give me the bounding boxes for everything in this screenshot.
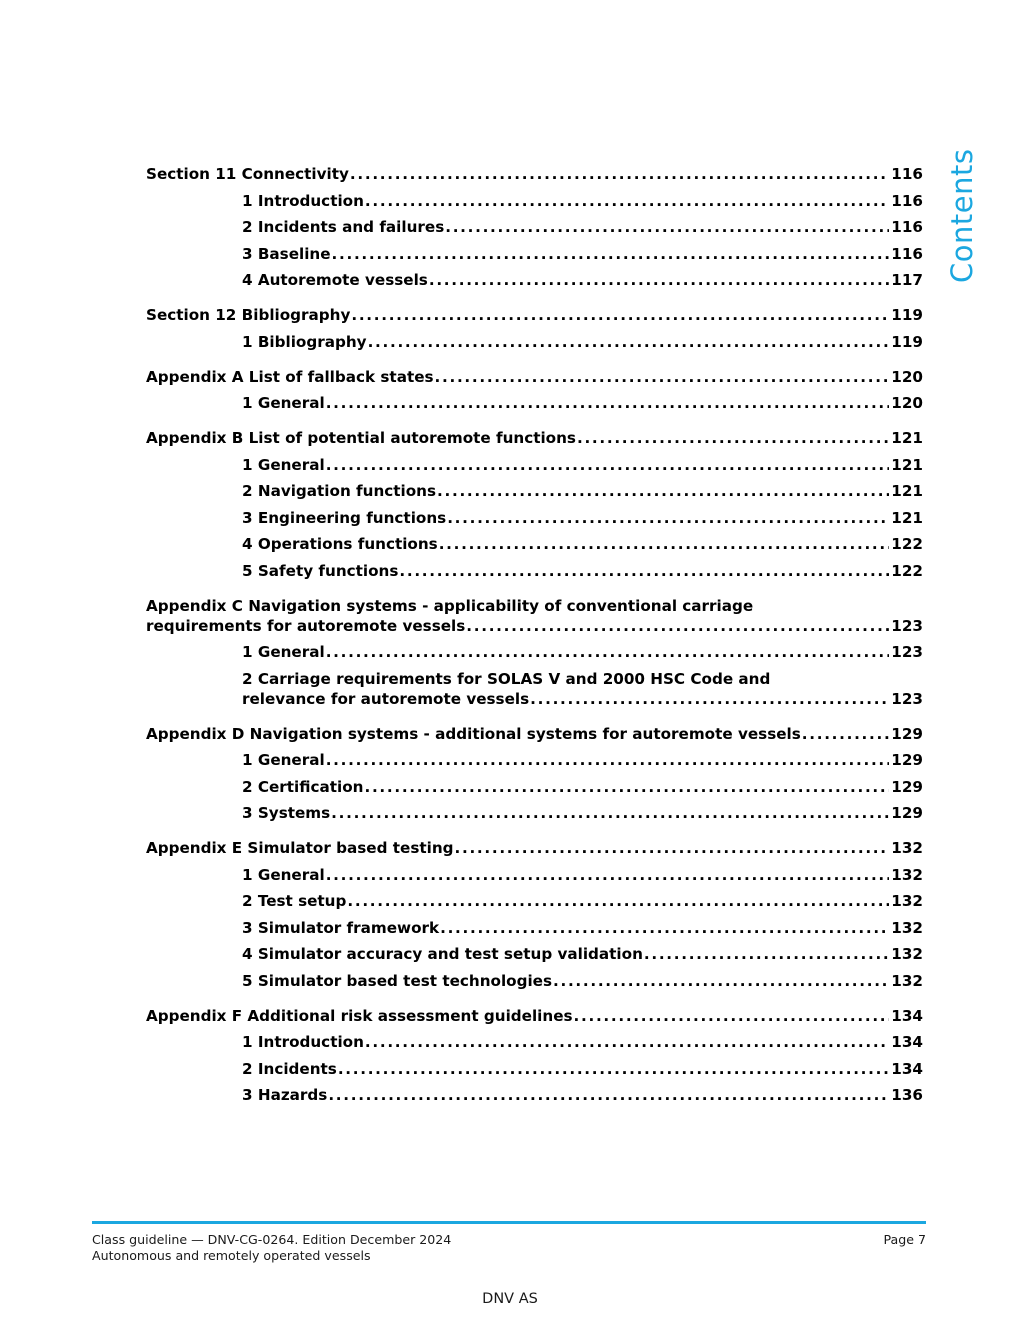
dot-leader: [574, 1006, 890, 1026]
toc-entry-sub[interactable]: [146, 865, 923, 885]
toc-entry-row: [242, 642, 923, 662]
toc-entry-sub[interactable]: [146, 669, 923, 709]
toc-entry-title: 5 Safety functions: [242, 561, 399, 580]
toc-entry-page: 132: [891, 971, 923, 990]
toc-entry-heading[interactable]: [146, 724, 923, 744]
dot-leader: [802, 724, 890, 744]
toc-entry-title: 3 Engineering functions: [242, 508, 447, 527]
toc-entry-row: [146, 305, 923, 325]
toc-entry-page: 129: [891, 777, 923, 796]
toc-entry-page: 132: [891, 839, 923, 857]
toc-entry-heading[interactable]: [146, 164, 923, 184]
toc-entry-row: [242, 689, 923, 709]
toc-entry-page: 129: [891, 724, 923, 743]
toc-entry-page: 116: [891, 218, 923, 236]
toc-entry-sub[interactable]: [146, 561, 923, 581]
toc-group: [146, 838, 923, 991]
dot-leader: [530, 689, 889, 709]
toc-group: [146, 305, 923, 352]
toc-entry-row: [242, 534, 923, 554]
toc-entry-page: 122: [891, 535, 923, 553]
toc-entry-row: [242, 918, 923, 938]
toc-entry-page: 121: [891, 482, 923, 500]
toc-entry-page: 120: [891, 367, 923, 386]
toc-entry-heading[interactable]: [146, 428, 923, 448]
toc-entry-row: [146, 1006, 923, 1026]
toc-entry-row: [242, 750, 923, 770]
toc-entry-sub[interactable]: [146, 455, 923, 475]
toc-entry-title: 2 Incidents: [242, 1059, 337, 1078]
dot-leader: [347, 891, 889, 911]
dot-leader: [435, 367, 890, 387]
toc-entry-title-line: Appendix C Navigation systems - applicability of conventional carriage: [146, 596, 754, 615]
toc-entry-heading[interactable]: [146, 596, 923, 636]
dot-leader: [439, 534, 890, 554]
dot-leader: [331, 803, 889, 823]
toc-entry-title: 1 Introduction: [242, 191, 364, 210]
toc-entry-heading[interactable]: [146, 305, 923, 325]
toc-entry-title: Section 12 Bibliography: [146, 306, 351, 324]
toc-entry-page: 129: [891, 751, 923, 769]
toc-group: [146, 1006, 923, 1106]
toc-entry-page: 123: [891, 689, 923, 708]
dot-leader: [351, 305, 889, 325]
toc-entry-page: 119: [891, 332, 923, 351]
toc-entry-sub[interactable]: [146, 534, 923, 554]
toc-entry-sub[interactable]: [146, 270, 923, 290]
dot-leader: [437, 481, 889, 501]
dot-leader: [466, 616, 889, 636]
toc-entry-row: [242, 332, 923, 352]
toc-entry-page: 132: [891, 865, 923, 884]
toc-entry-sub[interactable]: [146, 891, 923, 911]
dot-leader: [326, 642, 890, 662]
toc-entry-page: 123: [891, 643, 923, 661]
toc-entry-title: 2 Test setup: [242, 892, 347, 910]
toc-group: [146, 428, 923, 581]
toc-entry-sub[interactable]: [146, 803, 923, 823]
toc-entry-page: 123: [891, 616, 923, 635]
toc-entry-title: 2 Incidents and failures: [242, 218, 445, 236]
toc-entry-row: [242, 1059, 923, 1079]
toc-entry-title: 3 Baseline: [242, 244, 331, 263]
toc-entry-row: [242, 393, 923, 413]
toc-entry-title: 3 Systems: [242, 804, 331, 822]
contents-margin-label: Contents: [945, 148, 979, 283]
footer-doc-info: [92, 1232, 451, 1263]
toc-entry-title: relevance for autoremote vessels: [242, 689, 530, 708]
dot-leader: [365, 191, 889, 211]
dot-leader: [365, 1032, 889, 1052]
toc-entry-sub[interactable]: [146, 971, 923, 991]
toc-entry-page: 117: [891, 271, 923, 289]
toc-entry-title: 4 Simulator accuracy and test setup validation: [242, 945, 643, 963]
footer-doc-subtitle: Autonomous and remotely operated vessels: [92, 1247, 371, 1263]
dot-leader: [326, 455, 890, 475]
toc-entry-sub[interactable]: [146, 642, 923, 662]
toc-entry-heading[interactable]: [146, 367, 923, 387]
footer-doc-title: Class guideline — DNV-CG-0264. Edition December 2024: [92, 1232, 452, 1247]
toc-entry-row: [242, 971, 923, 991]
toc-entry-row: [242, 191, 923, 211]
table-of-contents: [146, 164, 923, 1120]
toc-entry-page: 116: [891, 244, 923, 263]
dot-leader: [338, 1059, 889, 1079]
footer-divider: [92, 1221, 926, 1224]
toc-group: [146, 596, 923, 709]
toc-entry-page: 129: [891, 804, 923, 822]
toc-entry-sub[interactable]: [146, 777, 923, 797]
toc-entry-title: 4 Operations functions: [242, 535, 438, 553]
toc-entry-title: 3 Hazards: [242, 1086, 328, 1104]
dot-leader: [447, 508, 889, 528]
toc-entry-row: [242, 217, 923, 237]
toc-entry-row: [146, 164, 923, 184]
toc-entry-sub[interactable]: [146, 750, 923, 770]
toc-entry-title: Appendix E Simulator based testing: [146, 839, 454, 857]
toc-entry-title: 1 Bibliography: [242, 332, 367, 351]
toc-entry-page: 132: [891, 945, 923, 963]
page-footer: [92, 1232, 926, 1263]
toc-entry-row: [242, 1032, 923, 1052]
toc-entry-page: 121: [891, 508, 923, 527]
toc-entry-page: 119: [891, 306, 923, 324]
toc-entry-row: [146, 428, 923, 448]
toc-entry-sub[interactable]: [146, 481, 923, 501]
toc-entry-title: 1 Introduction: [242, 1033, 364, 1051]
toc-entry-row: [242, 244, 923, 264]
toc-entry-title: Appendix D Navigation systems - additional systems for autoremote vessels: [146, 724, 801, 743]
footer-page-number: Page 7: [883, 1232, 926, 1247]
toc-entry-sub[interactable]: [146, 332, 923, 352]
toc-entry-row: [146, 616, 923, 636]
dot-leader: [553, 971, 889, 991]
toc-entry-sub[interactable]: [146, 508, 923, 528]
dot-leader: [368, 332, 890, 352]
footer-company-name: DNV AS: [482, 1291, 538, 1307]
toc-entry-page: 116: [891, 191, 923, 210]
toc-entry-row: [242, 891, 923, 911]
dot-leader: [332, 244, 890, 264]
toc-entry-page: 132: [891, 892, 923, 910]
toc-entry-row: [146, 838, 923, 858]
toc-entry-page: 134: [891, 1006, 923, 1025]
toc-entry-page: 120: [891, 394, 923, 412]
toc-entry-sub[interactable]: [146, 1032, 923, 1052]
toc-entry-title: 1 General: [242, 455, 325, 474]
dot-leader: [440, 918, 889, 938]
toc-entry-title: requirements for autoremote vessels: [146, 616, 466, 635]
toc-entry-title: 1 General: [242, 865, 325, 884]
toc-entry-page: 116: [891, 165, 923, 183]
toc-group: [146, 164, 923, 290]
toc-entry-title: 4 Autoremote vessels: [242, 271, 428, 289]
toc-entry-sub[interactable]: [146, 244, 923, 264]
dot-leader: [364, 777, 889, 797]
toc-group: [146, 367, 923, 414]
toc-entry-row: [242, 865, 923, 885]
toc-entry-row: [242, 270, 923, 290]
dot-leader: [429, 270, 889, 290]
toc-entry-heading[interactable]: [146, 838, 923, 858]
toc-entry-title: 5 Simulator based test technologies: [242, 971, 553, 990]
toc-entry-title: 1 General: [242, 751, 325, 769]
toc-entry-row: [242, 561, 923, 581]
toc-entry-title: Appendix F Additional risk assessment guidelines: [146, 1006, 573, 1025]
dot-leader: [455, 838, 890, 858]
dot-leader: [577, 428, 889, 448]
toc-entry-heading[interactable]: [146, 1006, 923, 1026]
toc-entry-title: 1 General: [242, 643, 325, 661]
toc-entry-title: 2 Navigation functions: [242, 482, 437, 500]
toc-entry-page: 136: [891, 1086, 923, 1104]
toc-entry-title: 1 General: [242, 394, 325, 412]
toc-entry-row: [242, 508, 923, 528]
toc-entry-page: 121: [891, 429, 923, 447]
toc-entry-title: Appendix A List of fallback states: [146, 367, 434, 386]
toc-entry-row: [242, 481, 923, 501]
toc-entry-sub[interactable]: [146, 1059, 923, 1079]
toc-entry-row: [242, 455, 923, 475]
toc-entry-row: [242, 944, 923, 964]
toc-entry-sub[interactable]: [146, 944, 923, 964]
toc-entry-title: Section 11 Connectivity: [146, 165, 349, 183]
dot-leader: [644, 944, 889, 964]
toc-entry-row: [146, 367, 923, 387]
toc-entry-sub[interactable]: [146, 1085, 923, 1105]
toc-entry-page: 134: [891, 1059, 923, 1078]
toc-entry-page: 122: [891, 561, 923, 580]
toc-entry-sub[interactable]: [146, 191, 923, 211]
toc-entry-title: 3 Simulator framework: [242, 918, 440, 937]
dot-leader: [328, 1085, 889, 1105]
toc-entry-title: Appendix B List of potential autoremote functions: [146, 429, 576, 447]
dot-leader: [445, 217, 889, 237]
toc-entry-page: 134: [891, 1033, 923, 1051]
toc-entry-row: [146, 724, 923, 744]
toc-entry-row: [242, 803, 923, 823]
toc-entry-title: 2 Certification: [242, 777, 364, 796]
dot-leader: [326, 750, 890, 770]
toc-group: [146, 724, 923, 824]
toc-entry-title-line: 2 Carriage requirements for SOLAS V and 2000 HSC Code and: [242, 669, 771, 688]
toc-entry-page: 132: [891, 918, 923, 937]
toc-entry-row: [242, 1085, 923, 1105]
toc-entry-sub[interactable]: [146, 393, 923, 413]
dot-leader: [326, 393, 890, 413]
dot-leader: [399, 561, 889, 581]
toc-entry-page: 121: [891, 455, 923, 474]
toc-entry-sub[interactable]: [146, 918, 923, 938]
toc-entry-row: [242, 777, 923, 797]
toc-entry-sub[interactable]: [146, 217, 923, 237]
dot-leader: [326, 865, 890, 885]
dot-leader: [350, 164, 889, 184]
